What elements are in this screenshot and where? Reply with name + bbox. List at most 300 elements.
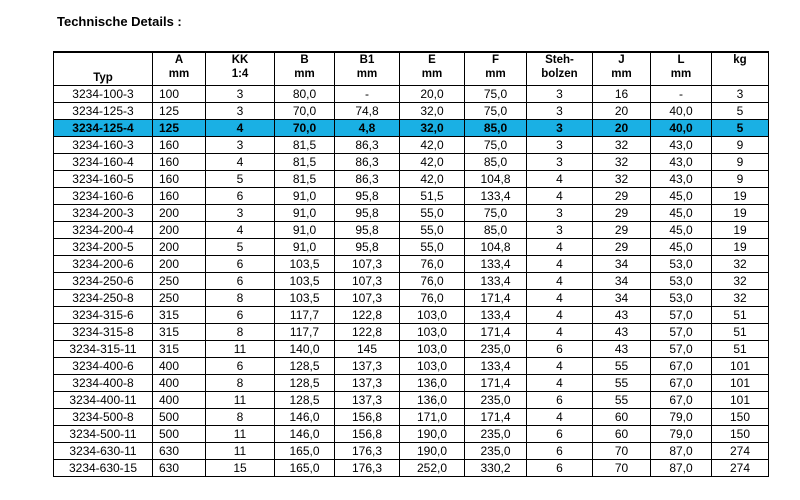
cell-e: 42,0 xyxy=(400,137,465,154)
cell-l: 53,0 xyxy=(651,256,712,273)
cell-b: 103,5 xyxy=(275,290,335,307)
cell-b1: 176,3 xyxy=(335,460,400,477)
column-header-kk-line2: 1:4 xyxy=(231,68,249,80)
cell-j: 29 xyxy=(593,222,651,239)
cell-kk: 6 xyxy=(206,256,275,273)
cell-a: 315 xyxy=(153,341,206,358)
cell-kk: 4 xyxy=(206,120,275,137)
cell-b1: 107,3 xyxy=(335,256,400,273)
cell-steh: 6 xyxy=(527,460,593,477)
cell-b1: 107,3 xyxy=(335,290,400,307)
cell-typ: 3234-200-4 xyxy=(54,222,153,239)
cell-b: 81,5 xyxy=(275,171,335,188)
cell-e: 55,0 xyxy=(400,239,465,256)
column-header-j xyxy=(593,52,651,86)
cell-j: 70 xyxy=(593,443,651,460)
cell-j: 55 xyxy=(593,392,651,409)
cell-b1: 86,3 xyxy=(335,154,400,171)
cell-b1: 74,8 xyxy=(335,103,400,120)
column-header-f xyxy=(465,52,527,86)
cell-a: 160 xyxy=(153,188,206,205)
column-header-a-line1: A xyxy=(174,54,184,66)
column-header-j-line1: J xyxy=(618,54,625,66)
cell-steh: 3 xyxy=(527,120,593,137)
table-row xyxy=(54,239,769,256)
cell-f: 133,4 xyxy=(465,358,527,375)
cell-b: 128,5 xyxy=(275,392,335,409)
cell-typ: 3234-630-11 xyxy=(54,443,153,460)
cell-a: 250 xyxy=(153,290,206,307)
cell-e: 76,0 xyxy=(400,273,465,290)
cell-kk: 11 xyxy=(206,443,275,460)
column-header-l xyxy=(651,52,712,86)
cell-steh: 4 xyxy=(527,375,593,392)
cell-f: 75,0 xyxy=(465,86,527,103)
cell-e: 103,0 xyxy=(400,341,465,358)
cell-e: 103,0 xyxy=(400,307,465,324)
cell-b: 165,0 xyxy=(275,443,335,460)
cell-typ: 3234-100-3 xyxy=(54,86,153,103)
column-header-e xyxy=(400,52,465,86)
column-header-e-line1: E xyxy=(428,54,436,66)
cell-steh: 4 xyxy=(527,239,593,256)
cell-kk: 3 xyxy=(206,86,275,103)
cell-kg: 274 xyxy=(712,443,769,460)
cell-f: 133,4 xyxy=(465,188,527,205)
cell-steh: 4 xyxy=(527,273,593,290)
cell-f: 235,0 xyxy=(465,392,527,409)
cell-a: 400 xyxy=(153,375,206,392)
column-header-a-line2: mm xyxy=(168,68,190,80)
cell-l: 87,0 xyxy=(651,443,712,460)
table-row xyxy=(54,154,769,171)
cell-f: 171,4 xyxy=(465,375,527,392)
cell-e: 103,0 xyxy=(400,324,465,341)
cell-j: 43 xyxy=(593,341,651,358)
cell-kg: 9 xyxy=(712,137,769,154)
cell-typ: 3234-160-5 xyxy=(54,171,153,188)
cell-l: 40,0 xyxy=(651,120,712,137)
cell-b1: 137,3 xyxy=(335,392,400,409)
cell-kk: 8 xyxy=(206,409,275,426)
cell-b: 146,0 xyxy=(275,426,335,443)
cell-l: 43,0 xyxy=(651,171,712,188)
cell-a: 250 xyxy=(153,273,206,290)
cell-typ: 3234-250-6 xyxy=(54,273,153,290)
table-row xyxy=(54,392,769,409)
cell-a: 400 xyxy=(153,358,206,375)
cell-kg: 19 xyxy=(712,188,769,205)
cell-a: 200 xyxy=(153,205,206,222)
cell-b1: 95,8 xyxy=(335,205,400,222)
table-row xyxy=(54,443,769,460)
cell-steh: 4 xyxy=(527,409,593,426)
cell-f: 330,2 xyxy=(465,460,527,477)
cell-steh: 6 xyxy=(527,426,593,443)
table-row xyxy=(54,188,769,205)
table-row xyxy=(54,103,769,120)
cell-f: 235,0 xyxy=(465,341,527,358)
cell-l: - xyxy=(651,86,712,103)
cell-b1: 137,3 xyxy=(335,375,400,392)
table-row xyxy=(54,273,769,290)
cell-b: 117,7 xyxy=(275,307,335,324)
cell-b: 81,5 xyxy=(275,137,335,154)
table-row xyxy=(54,256,769,273)
cell-a: 630 xyxy=(153,443,206,460)
cell-steh: 4 xyxy=(527,324,593,341)
cell-a: 125 xyxy=(153,120,206,137)
cell-l: 67,0 xyxy=(651,358,712,375)
column-header-l-line1: L xyxy=(677,54,685,66)
table-row-highlighted xyxy=(54,120,769,137)
cell-a: 315 xyxy=(153,307,206,324)
column-header-kk-line1: KK xyxy=(231,54,249,66)
cell-f: 85,0 xyxy=(465,222,527,239)
cell-b1: 4,8 xyxy=(335,120,400,137)
column-header-b-line1: B xyxy=(300,54,309,66)
cell-e: 76,0 xyxy=(400,256,465,273)
column-header-typ-line2: Typ xyxy=(93,72,113,84)
cell-kk: 6 xyxy=(206,358,275,375)
cell-f: 85,0 xyxy=(465,154,527,171)
table-row xyxy=(54,341,769,358)
cell-steh: 6 xyxy=(527,341,593,358)
cell-j: 60 xyxy=(593,409,651,426)
column-header-f-line2: mm xyxy=(485,68,506,80)
cell-typ: 3234-125-3 xyxy=(54,103,153,120)
cell-j: 34 xyxy=(593,290,651,307)
cell-kk: 5 xyxy=(206,239,275,256)
cell-b1: 137,3 xyxy=(335,358,400,375)
column-header-steh xyxy=(527,52,593,86)
cell-typ: 3234-200-5 xyxy=(54,239,153,256)
cell-e: 55,0 xyxy=(400,222,465,239)
cell-j: 43 xyxy=(593,324,651,341)
cell-kk: 8 xyxy=(206,290,275,307)
cell-kg: 32 xyxy=(712,273,769,290)
cell-kg: 9 xyxy=(712,154,769,171)
cell-kk: 15 xyxy=(206,460,275,477)
cell-a: 500 xyxy=(153,409,206,426)
cell-kg: 3 xyxy=(712,86,769,103)
cell-kg: 19 xyxy=(712,222,769,239)
column-header-b xyxy=(275,52,335,86)
table-row xyxy=(54,290,769,307)
table-body xyxy=(54,86,769,477)
cell-j: 20 xyxy=(593,103,651,120)
cell-b: 103,5 xyxy=(275,256,335,273)
cell-b: 146,0 xyxy=(275,409,335,426)
cell-a: 160 xyxy=(153,137,206,154)
cell-b1: 156,8 xyxy=(335,409,400,426)
cell-kg: 32 xyxy=(712,256,769,273)
cell-l: 45,0 xyxy=(651,222,712,239)
column-header-kg-line2: kg xyxy=(733,54,747,66)
column-header-kg xyxy=(712,52,769,86)
cell-a: 160 xyxy=(153,154,206,171)
table-row xyxy=(54,86,769,103)
cell-kk: 11 xyxy=(206,341,275,358)
cell-e: 136,0 xyxy=(400,375,465,392)
cell-steh: 4 xyxy=(527,256,593,273)
cell-l: 67,0 xyxy=(651,392,712,409)
table-row xyxy=(54,137,769,154)
table-row xyxy=(54,222,769,239)
cell-b1: 95,8 xyxy=(335,239,400,256)
cell-l: 53,0 xyxy=(651,273,712,290)
cell-steh: 6 xyxy=(527,443,593,460)
cell-typ: 3234-630-15 xyxy=(54,460,153,477)
cell-e: 252,0 xyxy=(400,460,465,477)
cell-f: 171,4 xyxy=(465,324,527,341)
cell-e: 42,0 xyxy=(400,154,465,171)
cell-a: 100 xyxy=(153,86,206,103)
cell-j: 43 xyxy=(593,307,651,324)
cell-l: 79,0 xyxy=(651,426,712,443)
cell-steh: 3 xyxy=(527,86,593,103)
cell-typ: 3234-400-11 xyxy=(54,392,153,409)
cell-l: 57,0 xyxy=(651,324,712,341)
cell-a: 200 xyxy=(153,256,206,273)
cell-e: 42,0 xyxy=(400,171,465,188)
cell-j: 55 xyxy=(593,358,651,375)
cell-kk: 4 xyxy=(206,222,275,239)
cell-j: 32 xyxy=(593,171,651,188)
cell-steh: 4 xyxy=(527,307,593,324)
cell-steh: 3 xyxy=(527,154,593,171)
cell-typ: 3234-400-6 xyxy=(54,358,153,375)
cell-j: 29 xyxy=(593,239,651,256)
cell-f: 75,0 xyxy=(465,137,527,154)
cell-e: 171,0 xyxy=(400,409,465,426)
table-row xyxy=(54,307,769,324)
cell-e: 103,0 xyxy=(400,358,465,375)
column-header-f-line1: F xyxy=(491,54,500,66)
cell-kk: 3 xyxy=(206,205,275,222)
cell-l: 45,0 xyxy=(651,205,712,222)
cell-kg: 19 xyxy=(712,239,769,256)
cell-b1: 145 xyxy=(335,341,400,358)
cell-b: 70,0 xyxy=(275,103,335,120)
cell-kk: 6 xyxy=(206,273,275,290)
cell-a: 400 xyxy=(153,392,206,409)
column-header-b-line2: mm xyxy=(294,68,315,80)
cell-steh: 3 xyxy=(527,222,593,239)
cell-b1: 95,8 xyxy=(335,222,400,239)
cell-b: 103,5 xyxy=(275,273,335,290)
cell-kk: 11 xyxy=(206,426,275,443)
cell-b1: 107,3 xyxy=(335,273,400,290)
cell-kg: 150 xyxy=(712,409,769,426)
cell-typ: 3234-160-3 xyxy=(54,137,153,154)
cell-b: 70,0 xyxy=(275,120,335,137)
cell-j: 16 xyxy=(593,86,651,103)
cell-kg: 19 xyxy=(712,205,769,222)
cell-typ: 3234-200-3 xyxy=(54,205,153,222)
cell-b1: 86,3 xyxy=(335,171,400,188)
table-header-row xyxy=(54,52,769,86)
cell-l: 57,0 xyxy=(651,341,712,358)
cell-a: 200 xyxy=(153,239,206,256)
cell-a: 315 xyxy=(153,324,206,341)
technical-details-table xyxy=(53,51,769,477)
cell-b: 140,0 xyxy=(275,341,335,358)
cell-e: 20,0 xyxy=(400,86,465,103)
cell-b: 117,7 xyxy=(275,324,335,341)
cell-f: 85,0 xyxy=(465,120,527,137)
cell-steh: 3 xyxy=(527,103,593,120)
cell-kg: 101 xyxy=(712,392,769,409)
cell-a: 630 xyxy=(153,460,206,477)
cell-b: 91,0 xyxy=(275,239,335,256)
column-header-steh-line2: bolzen xyxy=(541,68,578,80)
cell-b1: 176,3 xyxy=(335,443,400,460)
cell-e: 190,0 xyxy=(400,443,465,460)
cell-steh: 4 xyxy=(527,290,593,307)
cell-b: 128,5 xyxy=(275,375,335,392)
cell-e: 51,5 xyxy=(400,188,465,205)
column-header-steh-line1: Steh- xyxy=(545,54,574,66)
cell-kg: 101 xyxy=(712,375,769,392)
cell-b1: - xyxy=(335,86,400,103)
cell-kg: 51 xyxy=(712,307,769,324)
cell-typ: 3234-160-6 xyxy=(54,188,153,205)
section-title: Technische Details : xyxy=(57,14,182,29)
cell-b: 80,0 xyxy=(275,86,335,103)
cell-j: 29 xyxy=(593,205,651,222)
table-row xyxy=(54,426,769,443)
cell-kg: 5 xyxy=(712,103,769,120)
cell-steh: 4 xyxy=(527,171,593,188)
cell-e: 32,0 xyxy=(400,120,465,137)
column-header-l-line2: mm xyxy=(670,68,692,80)
column-header-b1 xyxy=(335,52,400,86)
cell-f: 235,0 xyxy=(465,443,527,460)
cell-e: 136,0 xyxy=(400,392,465,409)
cell-typ: 3234-125-4 xyxy=(54,120,153,137)
table-row xyxy=(54,324,769,341)
table-row xyxy=(54,409,769,426)
cell-j: 70 xyxy=(593,460,651,477)
cell-l: 40,0 xyxy=(651,103,712,120)
column-header-a xyxy=(153,52,206,86)
cell-typ: 3234-160-4 xyxy=(54,154,153,171)
cell-kg: 5 xyxy=(712,120,769,137)
table-row xyxy=(54,375,769,392)
cell-b: 128,5 xyxy=(275,358,335,375)
cell-a: 500 xyxy=(153,426,206,443)
table-row xyxy=(54,171,769,188)
cell-f: 133,4 xyxy=(465,307,527,324)
cell-e: 55,0 xyxy=(400,205,465,222)
cell-l: 67,0 xyxy=(651,375,712,392)
cell-e: 32,0 xyxy=(400,103,465,120)
cell-a: 125 xyxy=(153,103,206,120)
cell-j: 34 xyxy=(593,256,651,273)
cell-kk: 3 xyxy=(206,103,275,120)
cell-l: 43,0 xyxy=(651,137,712,154)
cell-f: 75,0 xyxy=(465,103,527,120)
cell-j: 32 xyxy=(593,137,651,154)
cell-typ: 3234-500-11 xyxy=(54,426,153,443)
column-header-e-line2: mm xyxy=(421,68,443,80)
column-header-kk xyxy=(206,52,275,86)
cell-j: 29 xyxy=(593,188,651,205)
table-row xyxy=(54,460,769,477)
cell-b: 81,5 xyxy=(275,154,335,171)
cell-l: 79,0 xyxy=(651,409,712,426)
cell-kg: 101 xyxy=(712,358,769,375)
cell-typ: 3234-315-6 xyxy=(54,307,153,324)
table-row xyxy=(54,205,769,222)
cell-f: 75,0 xyxy=(465,205,527,222)
cell-f: 104,8 xyxy=(465,239,527,256)
cell-typ: 3234-400-8 xyxy=(54,375,153,392)
cell-l: 45,0 xyxy=(651,239,712,256)
cell-b1: 95,8 xyxy=(335,188,400,205)
cell-typ: 3234-200-6 xyxy=(54,256,153,273)
cell-kg: 32 xyxy=(712,290,769,307)
cell-j: 34 xyxy=(593,273,651,290)
cell-b1: 86,3 xyxy=(335,137,400,154)
cell-j: 60 xyxy=(593,426,651,443)
cell-kg: 51 xyxy=(712,324,769,341)
cell-b1: 122,8 xyxy=(335,324,400,341)
cell-kg: 9 xyxy=(712,171,769,188)
cell-a: 160 xyxy=(153,171,206,188)
cell-f: 235,0 xyxy=(465,426,527,443)
cell-j: 55 xyxy=(593,375,651,392)
cell-j: 32 xyxy=(593,154,651,171)
cell-l: 43,0 xyxy=(651,154,712,171)
cell-steh: 6 xyxy=(527,392,593,409)
cell-kk: 8 xyxy=(206,324,275,341)
cell-l: 87,0 xyxy=(651,460,712,477)
cell-b: 91,0 xyxy=(275,205,335,222)
cell-b: 165,0 xyxy=(275,460,335,477)
cell-kg: 51 xyxy=(712,341,769,358)
cell-kk: 6 xyxy=(206,188,275,205)
cell-l: 45,0 xyxy=(651,188,712,205)
cell-steh: 4 xyxy=(527,358,593,375)
cell-j: 20 xyxy=(593,120,651,137)
cell-typ: 3234-315-8 xyxy=(54,324,153,341)
cell-f: 104,8 xyxy=(465,171,527,188)
cell-typ: 3234-500-8 xyxy=(54,409,153,426)
cell-kg: 150 xyxy=(712,426,769,443)
cell-e: 76,0 xyxy=(400,290,465,307)
cell-steh: 4 xyxy=(527,188,593,205)
cell-b1: 156,8 xyxy=(335,426,400,443)
cell-f: 133,4 xyxy=(465,273,527,290)
cell-steh: 3 xyxy=(527,205,593,222)
cell-kg: 274 xyxy=(712,460,769,477)
cell-e: 190,0 xyxy=(400,426,465,443)
column-header-b1-line2: mm xyxy=(356,68,378,80)
cell-kk: 3 xyxy=(206,137,275,154)
column-header-j-line2: mm xyxy=(611,68,632,80)
cell-l: 57,0 xyxy=(651,307,712,324)
cell-kk: 4 xyxy=(206,154,275,171)
column-header-typ xyxy=(54,52,153,86)
cell-kk: 11 xyxy=(206,392,275,409)
cell-kk: 5 xyxy=(206,171,275,188)
cell-f: 171,4 xyxy=(465,290,527,307)
cell-typ: 3234-315-11 xyxy=(54,341,153,358)
column-header-b1-line1: B1 xyxy=(359,54,375,66)
cell-f: 133,4 xyxy=(465,256,527,273)
